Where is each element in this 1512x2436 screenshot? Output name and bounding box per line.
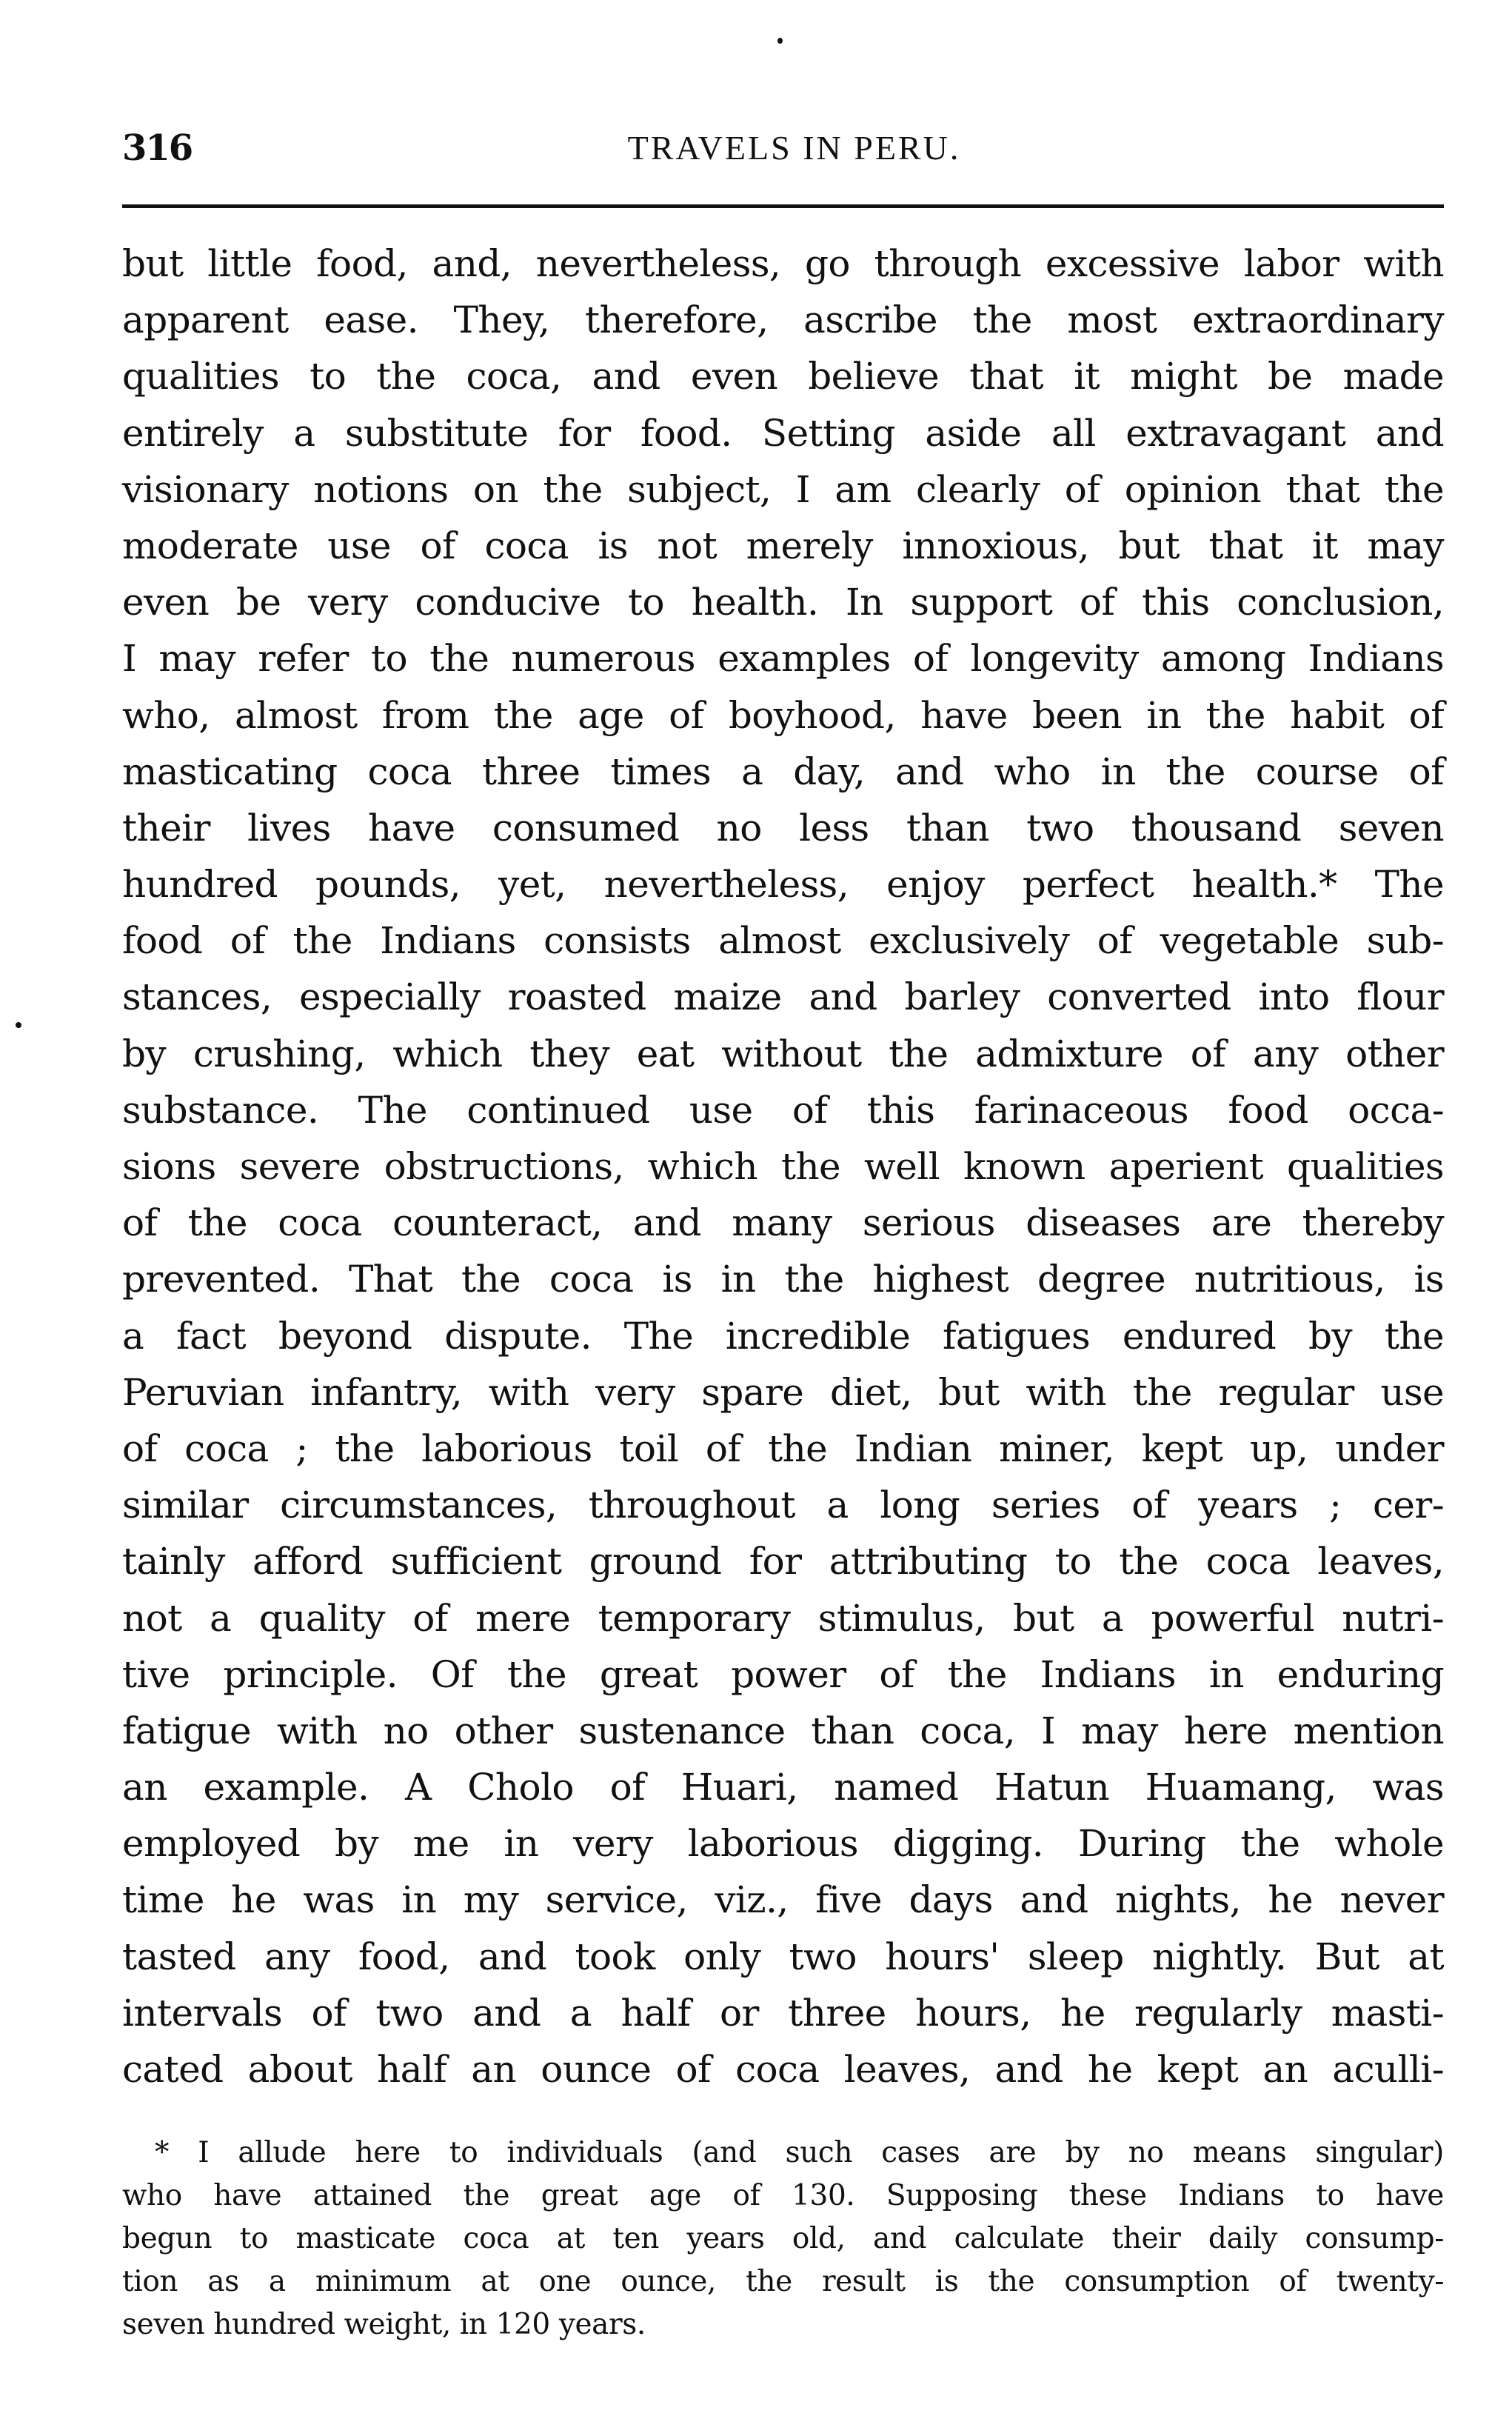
text-line: stances, especially roasted maize and barley converted into flour <box>122 975 1444 1019</box>
text-line: not a quality of mere temporary stimulus, but a powerful nutri- <box>122 1596 1444 1640</box>
footnote-line: tion as a minimum at one ounce, the result is the consumption of twenty- <box>122 2265 1444 2298</box>
text-line: tasted any food, and took only two hours' sleep nightly. But at <box>122 1935 1444 1978</box>
text-line: who, almost from the age of boyhood, have been in the habit of <box>122 693 1444 737</box>
running-title: TRAVELS IN PERU. <box>627 129 961 167</box>
text-line: entirely a substitute for food. Setting aside all extravagant and <box>122 411 1444 455</box>
footnote-line: who have attained the great age of 130. Supposing these Indians to have <box>122 2179 1444 2212</box>
scan-speck-top <box>777 38 783 44</box>
text-line: I may refer to the numerous examples of longevity among Indians <box>122 637 1444 681</box>
text-line: qualities to the coca, and even believe that it might be made <box>122 355 1444 398</box>
text-line: of coca ; the laborious toil of the Indian miner, kept up, under <box>122 1426 1444 1470</box>
text-line: of the coca counteract, and many serious diseases are thereby <box>122 1201 1444 1245</box>
text-line: cated about half an ounce of coca leaves, and he kept an aculli- <box>122 2048 1444 2091</box>
text-line: apparent ease. They, therefore, ascribe the most extraordinary <box>122 298 1444 342</box>
text-line: a fact beyond dispute. The incredible fatigues endured by the <box>122 1314 1444 1358</box>
footnote <box>122 2132 1444 2346</box>
text-line: sions severe obstructions, which the well known aperient qualities <box>122 1145 1444 1188</box>
text-line: prevented. That the coca is in the highest degree nutritious, is <box>122 1258 1444 1301</box>
text-line: by crushing, which they eat without the admixture of any other <box>122 1032 1444 1075</box>
body-text <box>122 236 1444 2098</box>
header-rule <box>122 204 1444 208</box>
text-line: food of the Indians consists almost exclusively of vegetable sub- <box>122 919 1444 963</box>
page-number: 316 <box>122 127 193 169</box>
text-line: their lives have consumed no less than two thousand seven <box>122 806 1444 850</box>
running-head <box>122 122 1444 174</box>
text-line: time he was in my service, viz., five days and nights, he never <box>122 1878 1444 1922</box>
text-line: tainly afford sufficient ground for attributing to the coca leaves, <box>122 1540 1444 1584</box>
text-line: visionary notions on the subject, I am clearly of opinion that the <box>122 467 1444 511</box>
text-line: substance. The continued use of this farinaceous food occa- <box>122 1088 1444 1132</box>
text-line: Peruvian infantry, with very spare diet, but with the regular use <box>122 1370 1444 1414</box>
text-line: even be very conducive to health. In support of this conclusion, <box>122 581 1444 624</box>
text-line: tive principle. Of the great power of the Indians in enduring <box>122 1652 1444 1696</box>
text-line: an example. A Cholo of Huari, named Hatun Huamang, was <box>122 1766 1444 1809</box>
scan-speck-left-margin <box>16 1022 21 1028</box>
text-line: but little food, and, nevertheless, go through excessive labor with <box>122 242 1444 285</box>
footnote-line: * I allude here to individuals (and such cases are by no means singular) <box>155 2136 1444 2169</box>
text-line: moderate use of coca is not merely innoxious, but that it may <box>122 524 1444 567</box>
footnote-line: seven hundred weight, in 120 years. <box>122 2308 646 2341</box>
text-line: hundred pounds, yet, nevertheless, enjoy perfect health.* The <box>122 863 1444 907</box>
text-line: fatigue with no other sustenance than coca, I may here mention <box>122 1709 1444 1752</box>
text-line: masticating coca three times a day, and who in the course of <box>122 750 1444 793</box>
text-line: intervals of two and a half or three hours, he regularly masti- <box>122 1991 1444 2035</box>
text-line: similar circumstances, throughout a long series of years ; cer- <box>122 1484 1444 1527</box>
footnote-line: begun to masticate coca at ten years old, and calculate their daily consump- <box>122 2222 1444 2255</box>
text-line: employed by me in very laborious digging. During the whole <box>122 1822 1444 1866</box>
